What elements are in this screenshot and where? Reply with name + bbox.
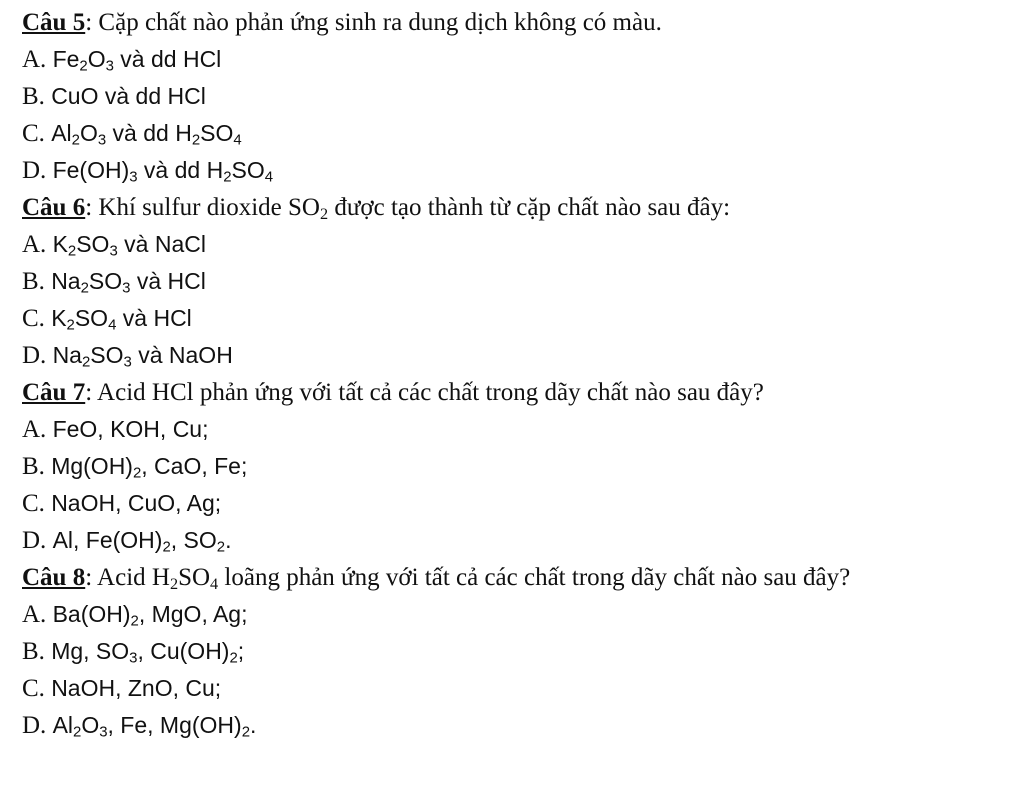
text-run: và dd H bbox=[106, 120, 192, 146]
answer-option bbox=[22, 78, 1012, 115]
question-colon: : bbox=[85, 194, 99, 221]
text-run: . bbox=[225, 527, 232, 553]
text-run: SO bbox=[74, 305, 109, 331]
text-run: Mg, SO bbox=[51, 638, 130, 664]
text-run: Al bbox=[51, 120, 72, 146]
subscript: 2 bbox=[229, 649, 238, 667]
text-run: và HCl bbox=[130, 268, 206, 294]
option-letter: A. bbox=[22, 416, 53, 443]
text-run: Mg(OH) bbox=[51, 453, 133, 479]
option-text bbox=[52, 46, 222, 75]
option-text bbox=[52, 342, 233, 371]
text-run: Fe bbox=[52, 46, 80, 72]
option-letter: C. bbox=[22, 120, 52, 147]
option-letter: A. bbox=[22, 231, 53, 258]
question-colon: : bbox=[85, 564, 98, 591]
text-run: và HCl bbox=[116, 305, 192, 331]
subscript: 2 bbox=[216, 538, 226, 556]
subscript: 4 bbox=[264, 168, 274, 186]
subscript: 2 bbox=[132, 464, 142, 482]
option-text bbox=[51, 490, 221, 516]
text-run: O bbox=[81, 712, 100, 738]
subscript: 2 bbox=[80, 279, 89, 297]
question-text bbox=[97, 564, 851, 594]
option-letter: A. bbox=[22, 601, 53, 628]
answer-option bbox=[22, 485, 1012, 522]
text-run: và dd HCl bbox=[113, 46, 222, 72]
text-run: Khí sulfur dioxide SO bbox=[98, 194, 320, 221]
option-letter: D. bbox=[22, 157, 53, 184]
option-text bbox=[51, 268, 206, 297]
text-run: K bbox=[52, 231, 68, 257]
text-run: SO bbox=[231, 157, 265, 183]
text-run: NaOH, CuO, Ag; bbox=[51, 490, 222, 516]
answer-option bbox=[22, 337, 1012, 374]
text-run: NaOH, ZnO, Cu; bbox=[51, 675, 222, 701]
subscript: 2 bbox=[169, 575, 179, 594]
question-label: Câu 5 bbox=[22, 9, 86, 36]
text-run: , Fe, Mg(OH) bbox=[107, 712, 242, 738]
question-8 bbox=[22, 559, 1012, 596]
answer-option bbox=[22, 226, 1012, 263]
question-7 bbox=[22, 374, 1012, 411]
text-run: và NaOH bbox=[131, 342, 233, 368]
subscript: 2 bbox=[130, 612, 139, 630]
question-6 bbox=[22, 189, 1012, 226]
option-text bbox=[51, 83, 206, 109]
option-letter: B. bbox=[22, 638, 52, 665]
option-text bbox=[51, 120, 242, 149]
question-text: Acid HCl phản ứng với tất cả các chất trong dãy chất nào sau đây? bbox=[97, 379, 764, 406]
subscript: 3 bbox=[129, 649, 138, 667]
question-5 bbox=[22, 4, 1012, 41]
subscript: 2 bbox=[81, 353, 91, 371]
text-run: . bbox=[250, 712, 257, 738]
subscript: 4 bbox=[210, 575, 219, 594]
text-run: loãng phản ứng với tất cả các chất trong dãy chất nào sau đây? bbox=[218, 564, 851, 591]
question-label: Câu 8 bbox=[22, 564, 86, 591]
text-run: CuO và dd HCl bbox=[51, 83, 206, 109]
question-text: Cặp chất nào phản ứng sinh ra dung dịch không có màu. bbox=[98, 9, 662, 36]
answer-option bbox=[22, 707, 1012, 744]
subscript: 2 bbox=[73, 723, 82, 741]
option-letter: C. bbox=[22, 675, 52, 702]
answer-option bbox=[22, 522, 1012, 559]
option-letter: D. bbox=[22, 342, 53, 369]
text-run: Al bbox=[52, 712, 74, 738]
question-label: Câu 7 bbox=[22, 379, 86, 406]
option-letter: C. bbox=[22, 305, 52, 332]
subscript: 2 bbox=[66, 316, 75, 334]
subscript: 2 bbox=[241, 723, 251, 741]
text-run: Al, Fe(OH) bbox=[52, 527, 163, 553]
answer-option bbox=[22, 41, 1012, 78]
option-text bbox=[51, 675, 221, 701]
subscript: 3 bbox=[129, 168, 138, 186]
answer-option bbox=[22, 411, 1012, 448]
subscript: 2 bbox=[319, 205, 329, 224]
option-letter: B. bbox=[22, 268, 52, 295]
answer-option bbox=[22, 633, 1012, 670]
text-run: Ba(OH) bbox=[52, 601, 131, 627]
option-text bbox=[52, 157, 274, 186]
text-run: SO bbox=[76, 231, 110, 257]
subscript: 3 bbox=[97, 131, 107, 149]
text-run: SO bbox=[90, 342, 124, 368]
text-run: và dd H bbox=[137, 157, 224, 183]
option-text bbox=[53, 416, 209, 442]
text-run: , MgO, Ag; bbox=[138, 601, 248, 627]
option-letter: C. bbox=[22, 490, 52, 517]
text-run: , CaO, Fe; bbox=[141, 453, 248, 479]
text-run: và NaCl bbox=[117, 231, 206, 257]
subscript: 3 bbox=[109, 242, 118, 260]
option-letter: D. bbox=[22, 527, 53, 554]
option-letter: B. bbox=[22, 453, 52, 480]
answer-option bbox=[22, 670, 1012, 707]
text-run: SO bbox=[88, 268, 123, 294]
text-run: Na bbox=[52, 342, 82, 368]
subscript: 3 bbox=[105, 57, 114, 75]
text-run: FeO, KOH, Cu; bbox=[52, 416, 209, 442]
subscript: 3 bbox=[123, 353, 132, 371]
answer-option bbox=[22, 448, 1012, 485]
text-run: Acid H bbox=[97, 564, 170, 591]
subscript: 4 bbox=[108, 316, 117, 334]
text-run: ; bbox=[237, 638, 245, 664]
answer-option bbox=[22, 263, 1012, 300]
text-run: Fe(OH) bbox=[52, 157, 130, 183]
text-run: , Cu(OH) bbox=[137, 638, 230, 664]
question-colon: : bbox=[85, 9, 99, 36]
question-colon: : bbox=[85, 379, 98, 406]
subscript: 2 bbox=[223, 168, 232, 186]
answer-option bbox=[22, 300, 1012, 337]
question-label: Câu 6 bbox=[22, 194, 86, 221]
document-body bbox=[22, 4, 1012, 744]
option-text bbox=[51, 453, 248, 482]
option-text bbox=[51, 305, 192, 334]
option-text bbox=[52, 231, 206, 260]
subscript: 2 bbox=[79, 57, 88, 75]
text-run: SO bbox=[178, 564, 211, 591]
option-text bbox=[51, 638, 245, 667]
text-run: , SO bbox=[170, 527, 217, 553]
subscript: 2 bbox=[71, 131, 80, 149]
subscript: 2 bbox=[191, 131, 201, 149]
option-letter: B. bbox=[22, 83, 52, 110]
subscript: 3 bbox=[122, 279, 131, 297]
subscript: 4 bbox=[233, 131, 242, 149]
answer-option bbox=[22, 152, 1012, 189]
option-letter: A. bbox=[22, 46, 53, 73]
subscript: 3 bbox=[99, 723, 108, 741]
text-run: O bbox=[87, 46, 106, 72]
text-run: O bbox=[79, 120, 98, 146]
option-text bbox=[52, 527, 232, 556]
option-text bbox=[52, 601, 248, 630]
subscript: 2 bbox=[67, 242, 77, 260]
answer-option bbox=[22, 596, 1012, 633]
text-run: K bbox=[51, 305, 67, 331]
answer-option bbox=[22, 115, 1012, 152]
text-run: được tạo thành từ cặp chất nào sau đây: bbox=[328, 194, 731, 221]
text-run: Na bbox=[51, 268, 81, 294]
subscript: 2 bbox=[162, 538, 171, 556]
option-text bbox=[52, 712, 257, 741]
question-text bbox=[98, 194, 731, 224]
text-run: SO bbox=[200, 120, 234, 146]
option-letter: D. bbox=[22, 712, 53, 739]
